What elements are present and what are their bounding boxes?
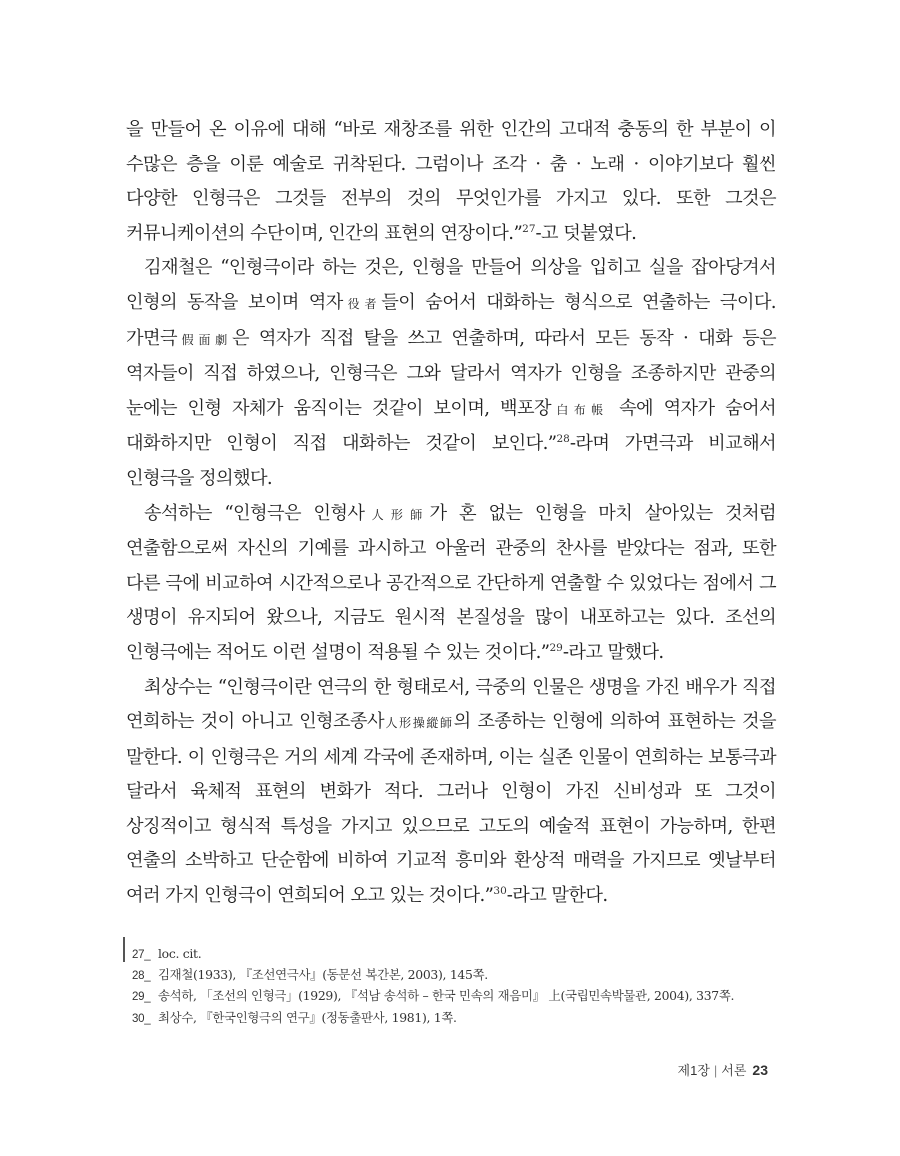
running-footer [678,1060,768,1079]
paragraph-2-text-e: -라며 가면극과 비교해서 인형극을 정의했다. [126,433,777,489]
footnote-number: 27_ [132,949,151,961]
footnote-27 [132,944,772,965]
paragraph-4-text-c: -라고 말한다. [506,885,608,907]
paragraph-3-text-b: 가 혼 없는 인형을 마치 살아있는 것처럼 연출함으로써 자신의 기예를 과시하고 아울러 관중의 찬사를 받았다는 점과, 또한 다른 극에 비교하여 시간적으로나 공간적으로 간단하게 연출할 수 있었다는 점에서 그 생명이 유지되어 왔으나, 지금도 원시적 본질성을 많이 내포하고는 있다. 조선의 인형극에는 적어도 이런 설명이 적용될 수 있는 것이다.” [126,502,776,663]
footnote-ref-29[interactable]: 29 [549,641,563,654]
footnote-29 [132,986,772,1007]
footnote-ref-27[interactable]: 27 [522,222,536,235]
hanja-gloss: 役者 [342,296,382,311]
paragraph-4-text-b: 의 조종하는 인형에 의하여 표현하는 것을 말한다. 이 인형극은 거의 세계 각국에 존재하며, 이는 실존 인물이 연희하는 보통극과 달라서 육체적 표현의 변화가 적다. 그러나 인형이 가진 신비성과 또 그것이 상징적이고 형식적 특성을 가지고 있으므로 고도의 예술적 표현이 가능하며, 한편 연출의 소박하고 단순함에 비하여 기교적 흥미와 환상적 매력을 가지므로 옛날부터 여러 가지 인형극이 연희되어 오고 있는 것이다.” [126,711,776,907]
paragraph-4-text-a: 최상수는 “인형극이란 연극의 한 형태로서, 극중의 인물은 생명을 가진 배우가 직접 연희하는 것이 아니고 인형조종사 [126,676,776,733]
paragraph-3 [126,497,776,671]
paragraph-1-text-b: -고 덧붙였다. [535,222,637,244]
footnote-ref-30[interactable]: 30 [493,885,507,898]
paragraph-3-text-c: -라고 말했다. [562,641,664,663]
footnote-text: 송석하, 「조선의 인형극」(1929), 『석남 송석하 – 한국 민속의 재음미』 上(국립민속박물관, 2004), 337쪽. [158,988,735,1004]
chapter-label: 제1장 [677,1063,710,1078]
paragraph-4 [126,671,776,914]
page-number: 23 [752,1062,768,1078]
body-text [126,113,776,914]
footnote-ref-28[interactable]: 28 [556,433,570,446]
footnote-number: 28_ [132,970,151,983]
footnote-text: loc. cit. [158,946,202,961]
paragraph-3-text-a: 송석하는 “인형극은 인형사 [144,502,365,524]
hanja-gloss: 人形師 [364,507,430,522]
footnote-30 [132,1008,772,1029]
paragraph-1 [126,113,776,251]
section-label: 서론 [721,1063,747,1078]
footnotes [132,944,772,1029]
paragraph-2-text-c: 은 역자가 직접 탈을 쓰고 연출하며, 따라서 모든 동작 · 대화 등은 역자들이 직접 하였으나, 인형극은 그와 달라서 역자가 인형을 조종하지만 관중의 눈에는 인형 자체가 움직이는 것같이 보이며, 백포장 [126,327,776,419]
paragraph-2-text-d: 속에 역자가 숨어서 대화하지만 인형이 직접 대화하는 것같이 보인다.” [126,397,776,455]
hanja-gloss: 人形操縱師 [383,716,454,731]
hanja-gloss: 假面劇 [176,332,232,347]
footnote-number: 30_ [132,1012,151,1025]
footnote-text: 최상수, 『한국인형극의 연구』(정동출판사, 1981), 1쪽. [158,1009,457,1025]
paragraph-2 [126,251,776,496]
footnote-divider [123,937,125,962]
paragraph-1-text-a: 을 만들어 온 이유에 대해 “바로 재창조를 위한 인간의 고대적 충동의 한 부분이 이 수많은 층을 이룬 예술로 귀착된다. 그럼이나 조각 · 춤 · 노래 · 이야기보다 훨씬 다양한 인형극은 그것들 전부의 것의 무엇인가를 가지고 있다. 또한 그것은 커뮤니케이션의 수단이며, 인간의 표현의 연장이다.” [126,119,776,244]
paragraph-2-text-b: 들이 숨어서 대화하는 형식으로 연출하는 극이다. 가면극 [126,291,776,349]
footer-separator: | [713,1063,718,1078]
footnote-28 [132,965,772,986]
footnote-text: 김재철(1933), 『조선연극사』(동문선 복간본, 2003), 145쪽. [158,967,488,983]
paragraph-2-text-a: 김재철은 “인형극이라 하는 것은, 인형을 만들어 의상을 입히고 실을 잡아당겨서 인형의 동작을 보이며 역자 [126,257,776,313]
footnote-number: 29_ [132,991,151,1004]
hanja-gloss: 白布帳 [550,402,609,417]
